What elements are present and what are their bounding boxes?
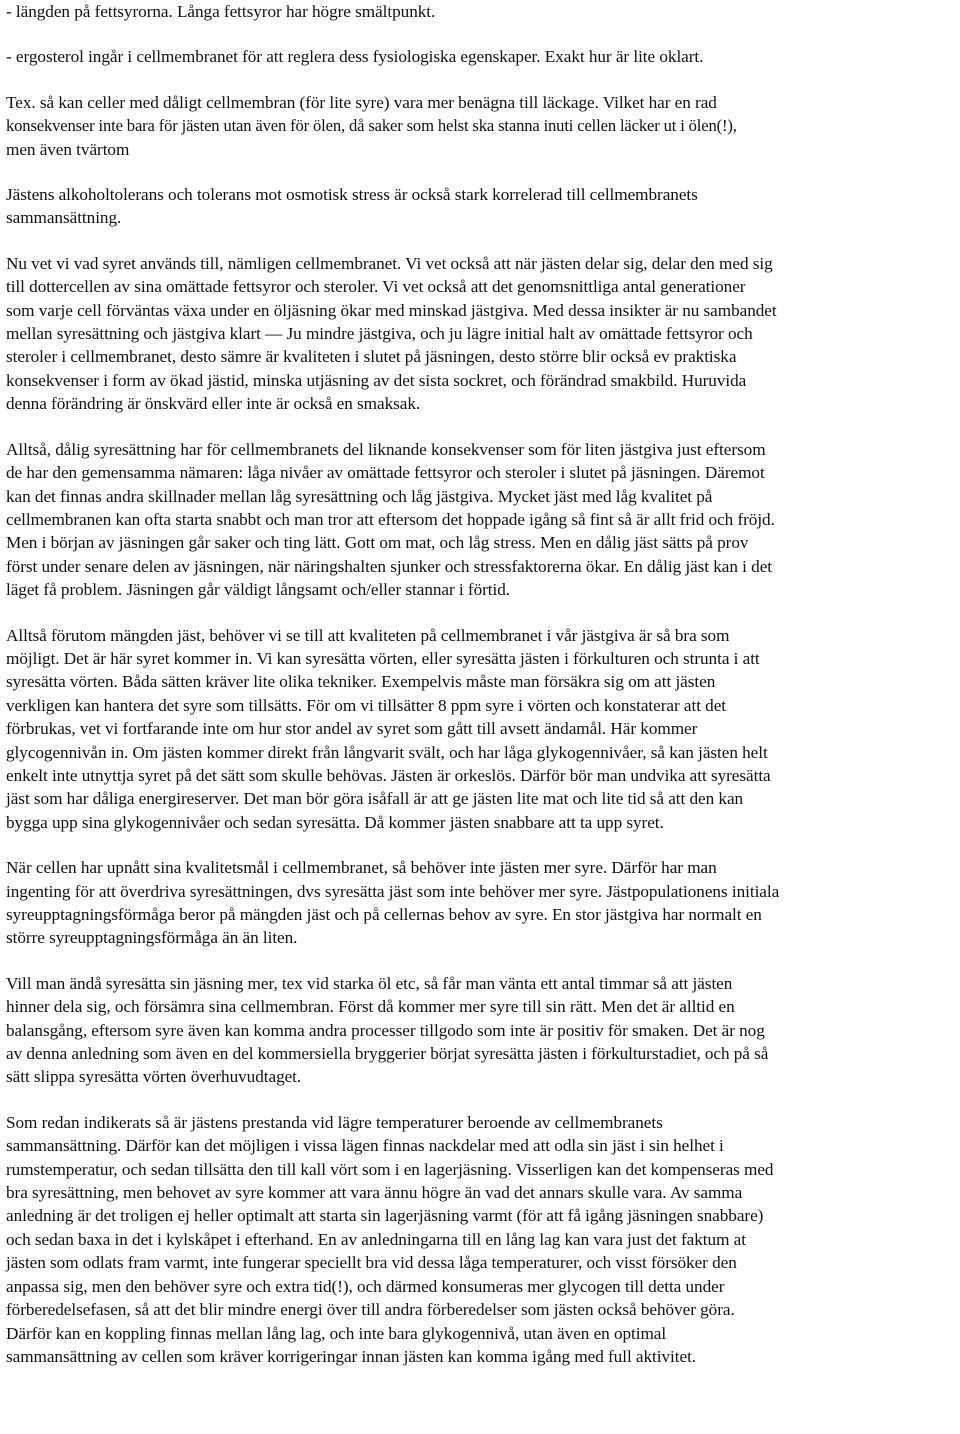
text-line: - ergosterol ingår i cellmembranet för att reglera dess fysiologiska egenskaper. Exakt hur är lite oklart. <box>6 47 704 67</box>
paragraph-alcohol-tolerance <box>6 183 958 230</box>
text-line: rumstemperatur, och sedan tillsätta den till kall vört som i en lagerjäsning. Visserligen kan det kompenseras med <box>6 1159 774 1179</box>
text-line: Men i början av jäsningen går saker och ting lätt. Gott om mat, och låg stress. Men en dålig jäst sätts på prov <box>6 533 749 553</box>
text-line: Som redan indikerats så är jästens prestanda vid lägre temperaturer beroende av cellmembranets <box>6 1112 663 1132</box>
text-line: Alltså förutom mängden jäst, behöver vi se till att kvaliteten på cellmembranet i vår jästgiva är så bra som <box>6 625 730 645</box>
text-line: möjligt. Det är här syret kommer in. Vi kan syresätta vörten, eller syresätta jästen i förkulturen och strunta i att <box>6 648 760 668</box>
text-line: av denna anledning som även en del kommersiella bryggerier börjat syresätta jästen i förkulturstadiet, och på så <box>6 1044 769 1064</box>
text-line: till dottercellen av sina omättade fettsyror och steroler. Vi vet också att det genomsnittliga antal generationer <box>6 277 746 297</box>
text-line: Tex. så kan celler med dåligt cellmembran (för lite syre) vara mer benägna till läckage. Vilket har en rad <box>6 92 717 112</box>
text-line: som varje cell förväntas växa under en öljäsning ökar med minskad jästgiva. Med dessa insikter är nu sambandet <box>6 300 777 320</box>
text-line: sammansättning. <box>6 208 122 228</box>
paragraph-ergosterol <box>6 45 958 68</box>
text-line: läget få problem. Jäsningen går väldigt långsamt och/eller stannar i förtid. <box>6 580 511 600</box>
text-line: När cellen har upnått sina kvalitetsmål i cellmembranet, så behöver inte jästen mer syre. Därför har man <box>6 858 717 878</box>
paragraph-leakage <box>6 91 958 161</box>
text-line: Därför kan en koppling finnas mellan lång lag, och inte bara glykogennivå, utan även en optimal <box>6 1323 667 1343</box>
text-line: Nu vet vi vad syret används till, nämligen cellmembranet. Vi vet också att när jästen delar sig, delar den med sig <box>6 253 773 273</box>
paragraph-poor-oxygenation <box>6 438 958 602</box>
text-line: cellmembranen kan ofta starta snabbt och man tror att eftersom det hoppade igång så fint så är allt frid och fröjd. <box>6 509 775 529</box>
text-line: hinner dela sig, och försämra sina cellmembran. Först då kommer mer syre till sin rätt. Men det är alltid en <box>6 997 735 1017</box>
text-line: sammansättning. Därför kan det möjligen i vissa lägen finnas nackdelar med att odla sin jäst i sin helhet i <box>6 1136 724 1156</box>
text-line: bygga upp sina glykogennivåer och sedan syresätta. Då kommer jästen snabbare att ta upp syret. <box>6 812 664 832</box>
text-line: förbrukas, vet vi fortfarande inte om hur stor andel av syret som gått till avsett ändamål. Här kommer <box>6 719 698 739</box>
text-line: glycogennivån in. Om jästen kommer direkt från långvarit svält, och har låga glykogennivåer, så kan jästen helt <box>6 742 768 762</box>
text-line: bra syresättning, men behovet av syre kommer att vara ännu högre än vad det annars skulle vara. Av samma <box>6 1183 743 1203</box>
paragraph-oxygen-use <box>6 252 958 416</box>
text-line: Jästens alkoholtolerans och tolerans mot osmotisk stress är också stark korrelerad till cellmembranets <box>6 185 698 205</box>
text-line: denna förändring är önskvärd eller inte är också en smaksak. <box>6 394 421 414</box>
text-line: anledning är det troligen ej heller optimalt att starta sin lagerjäsning varmt (för att få igång jäsningen snabbare) <box>6 1206 764 1226</box>
text-line: först under senare delen av jäsningen, när näringshalten sjunker och stressfaktorerna ökar. En dålig jäst kan i det <box>6 556 773 576</box>
text-line: verkligen kan hantera det syre som tillsätts. För om vi tillsätter 8 ppm syre i vörten och konstaterar att det <box>6 695 727 715</box>
text-line: syreupptagningsförmåga beror på mängden jäst och på cellernas behov av syre. En stor jästgiva har normalt en <box>6 905 762 924</box>
text-line: Vill man ändå syresätta sin jäsning mer, tex vid starka öl etc, så får man vänta ett antal timmar så att jästen <box>6 973 733 993</box>
text-line: kan det finnas andra skillnader mellan låg syresättning och låg jästgiva. Mycket jäst med låg kvalitet på <box>6 486 713 506</box>
text-line: jästen som odlats fram varmt, inte fungerar speciellt bra vid dessa låga temperaturer, och visst försöker den <box>6 1253 737 1273</box>
text-line: mellan syresättning och jästgiva klart — Ju mindre jästgiva, och ju lägre initial halt av omättade fettsyror och <box>6 324 753 344</box>
text-line: enkelt inte utnyttja syret på det sätt som skulle behövas. Jästen är orkeslös. Därför bör man undvika att syresätta <box>6 765 771 785</box>
paragraph-more-oxygen <box>6 972 958 1089</box>
paragraph-yeast-quality <box>6 624 958 835</box>
paragraph-quality-goals <box>6 856 958 950</box>
text-line: syresätta vörten. Båda sätten kräver lite olika tekniker. Exempelvis måste man försäkra sig om att jästen <box>6 672 716 692</box>
text-line: sammansättning av cellen som kräver korrigeringar innan jästen kan komma igång med full aktivitet. <box>6 1346 697 1366</box>
text-line: sätt slippa syresätta vörten överhuvudtaget. <box>6 1067 302 1087</box>
text-line: konsekvenser inte bara för jästen utan även för ölen, då saker som helst ska stanna inuti cellen läcker ut i ölen(!), <box>6 116 737 136</box>
text-line: större syreupptagningsförmåga än än liten. <box>6 928 298 948</box>
text-line: anpassa sig, men den behöver syre och extra tid(!), och därmed konsumeras mer glycogen till detta under <box>6 1276 725 1296</box>
text-line: de har den gemensamma nämaren: låga nivåer av omättade fettsyror och steroler i slutet på jäsningen. Däremot <box>6 463 765 483</box>
document-page <box>6 0 958 1390</box>
text-line: och sedan baxa in det i kylskåpet i efterhand. En av anledningarna till en lång lag kan vara just det faktum at <box>6 1229 746 1249</box>
text-line: ingenting för att överdriva syresättningen, dvs syresätta jäst som inte behöver mer syre. Jästpopulationens initiala <box>6 881 780 901</box>
text-line: men även tvärtom <box>6 139 130 159</box>
text-line: balansgång, eftersom syre även kan komma andra processer tillgodo som inte är positiv för smaken. Det är nog <box>6 1020 765 1040</box>
paragraph-temperature <box>6 1111 958 1368</box>
text-line: förberedelsefasen, så att det blir mindre energi över till andra förberedelser som jästen också behöver göra. <box>6 1300 735 1320</box>
paragraph-fatty-acid-length <box>6 0 958 23</box>
text-line: konsekvenser i form av ökad jästid, minska utjäsning av det sista sockret, och förändrad smakbild. Huruvida <box>6 370 747 390</box>
text-line: steroler i cellmembranet, desto sämre är kvaliteten i slutet på jäsningen, desto större blir också ev praktiska <box>6 347 737 367</box>
text-line: jäst som har dåliga energireserver. Det man bör göra isåfall är att ge jästen lite mat och lite tid så att den kan <box>6 789 744 809</box>
text-line: - längden på fettsyrorna. Långa fettsyror har högre smältpunkt. <box>6 2 436 21</box>
text-line: Alltså, dålig syresättning har för cellmembranets del liknande konsekvenser som för liten jästgiva just eftersom <box>6 439 766 459</box>
